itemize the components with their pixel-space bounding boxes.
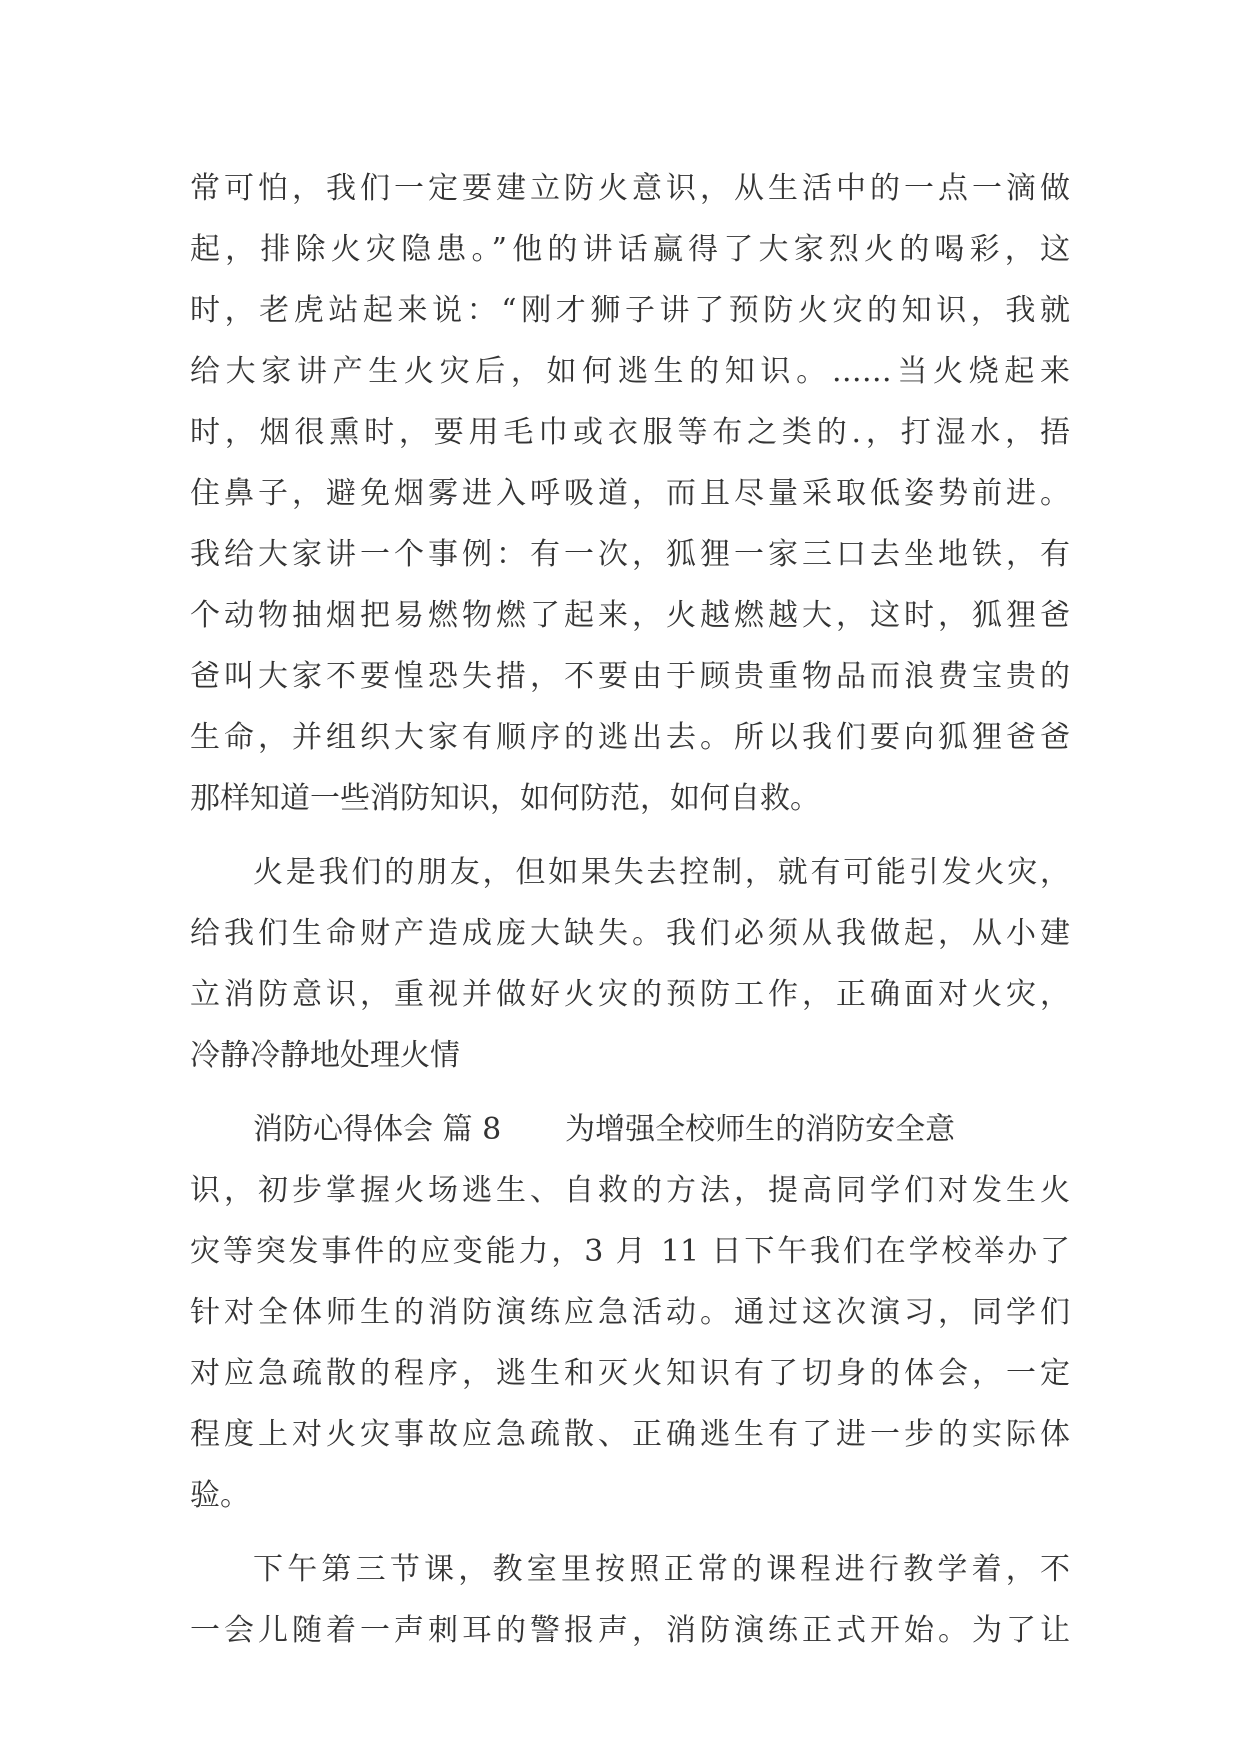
text-line: 冷静冷静地处理火情: [190, 1038, 460, 1073]
paragraph: [190, 842, 1070, 1086]
paragraph: [190, 1539, 1070, 1661]
text-line: 识，初步掌握火场逃生、自救的方法，提高同学们对发生火: [190, 1173, 1070, 1208]
section-heading-line: [190, 1099, 1070, 1160]
paragraph-continuation: [190, 158, 1070, 829]
document-body: [190, 158, 1070, 1661]
text-line: 住鼻子，避免烟雾进入呼吸道，而且尽量采取低姿势前进。: [190, 476, 1070, 511]
section-paragraph: [190, 1099, 1070, 1526]
text-line: 给大家讲产生火灾后，如何逃生的知识。……当火烧起来: [190, 354, 1070, 389]
text-line: 针对全体师生的消防演练应急活动。通过这次演习，同学们: [190, 1295, 1070, 1330]
text-segment: 为增强全校师生的消防安全意: [565, 1112, 956, 1147]
text-line: 常可怕，我们一定要建立防火意识，从生活中的一点一滴做: [190, 171, 1070, 206]
text-line: 生命，并组织大家有顺序的逃出去。所以我们要向狐狸爸爸: [190, 720, 1070, 755]
text-line: 个动物抽烟把易燃物燃了起来，火越燃越大，这时，狐狸爸: [190, 598, 1070, 633]
text-line: 立消防意识，重视并做好火灾的预防工作，正确面对火灾，: [190, 977, 1070, 1012]
text-line: 给我们生命财产造成庞大缺失。我们必须从我做起，从小建: [190, 916, 1070, 951]
text-line: 程度上对火灾事故应急疏散、正确逃生有了进一步的实际体: [190, 1417, 1070, 1452]
text-line: 时，老虎站起来说：“刚才狮子讲了预防火灾的知识，我就: [190, 293, 1070, 328]
text-line: 起，排除火灾隐患。”他的讲话赢得了大家烈火的喝彩，这: [190, 232, 1070, 267]
text-line: 我给大家讲一个事例：有一次，狐狸一家三口去坐地铁，有: [190, 537, 1070, 572]
text-line: 火是我们的朋友，但如果失去控制，就有可能引发火灾，: [253, 855, 1070, 890]
text-line: 下午第三节课，教室里按照正常的课程进行教学着，不: [253, 1552, 1070, 1587]
text-line: 爸叫大家不要惶恐失措，不要由于顾贵重物品而浪费宝贵的: [190, 659, 1070, 694]
text-line: 灾等突发事件的应变能力，3 月 11 日下午我们在学校举办了: [190, 1234, 1070, 1269]
text-line: 那样知道一些消防知识，如何防范，如何自救。: [190, 781, 820, 816]
section-heading: 消防心得体会 篇 8: [253, 1112, 502, 1147]
text-line: 对应急疏散的程序，逃生和灭火知识有了切身的体会，一定: [190, 1356, 1070, 1391]
text-line: 验。: [190, 1478, 250, 1513]
text-line: 一会儿随着一声刺耳的警报声，消防演练正式开始。为了让: [190, 1613, 1070, 1648]
text-line: 时，烟很熏时，要用毛巾或衣服等布之类的.，打湿水，捂: [190, 415, 1070, 450]
